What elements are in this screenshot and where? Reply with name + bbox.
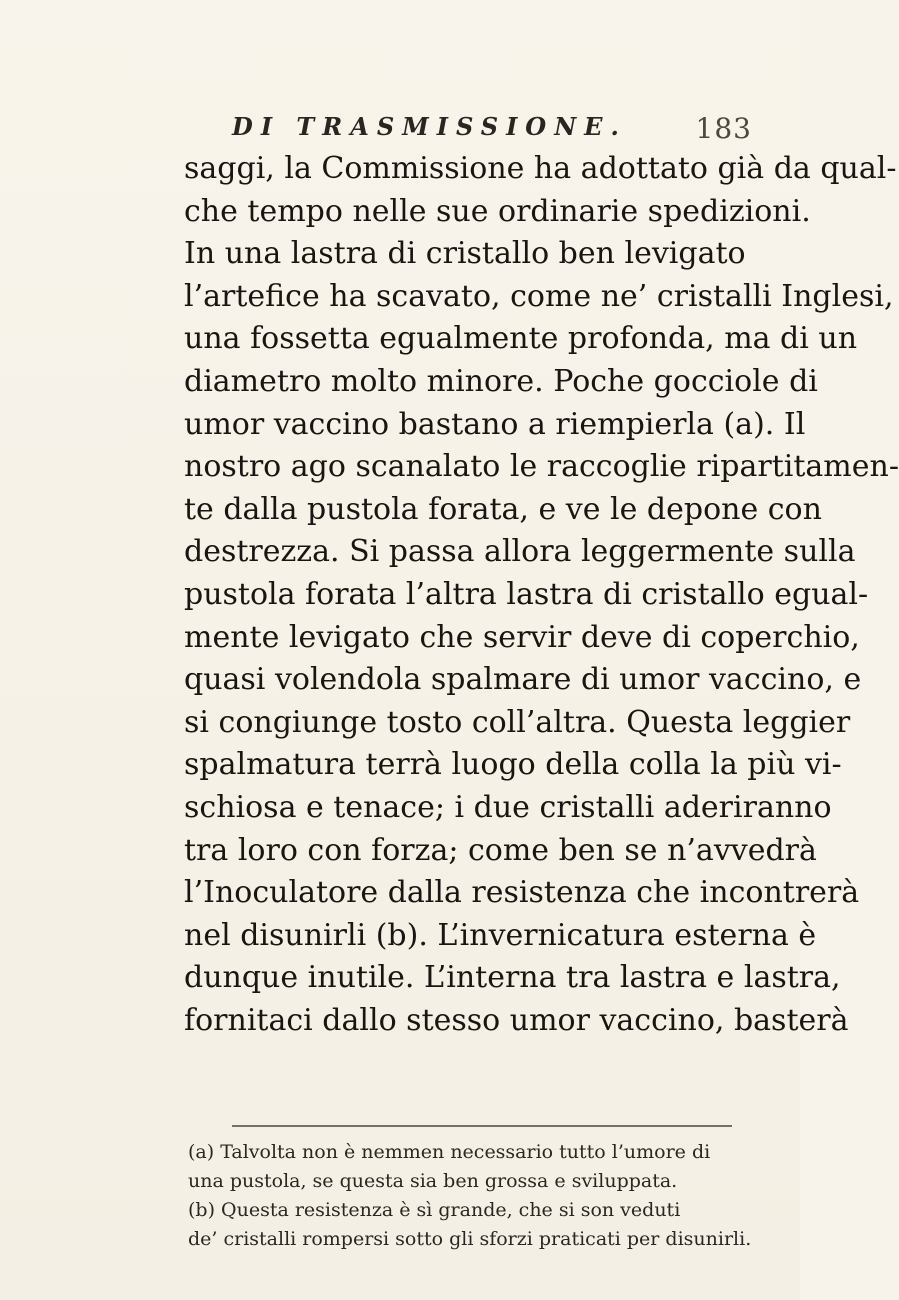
body-line: una fossetta egualmente profonda, ma di un [184, 321, 858, 357]
footnote-line: (a) Talvolta non è nemmen necessario tutto l’umore di [188, 1141, 711, 1163]
body-line: l’artefice ha scavato, come ne’ cristalli Inglesi, [184, 278, 894, 314]
body-line: spalmatura terrà luogo della colla la più vi- [184, 747, 842, 783]
running-head: DI TRASMISSIONE. [232, 112, 627, 141]
body-line: che tempo nelle sue ordinarie spedizioni. [184, 193, 811, 229]
body-line: destrezza. Si passa allora leggermente sulla [184, 534, 856, 570]
body-line: dunque inutile. L’interna tra lastra e lastra, [184, 960, 841, 996]
footnote-line: de’ cristalli rompersi sotto gli sforzi praticati per disunirli. [188, 1228, 752, 1250]
body-line: l’Inoculatore dalla resistenza che incontrerà [184, 875, 860, 911]
footnotes-block [188, 1138, 754, 1254]
footnote-line: una pustola, se questa sia ben grossa e sviluppata. [188, 1170, 678, 1192]
page-number: 183 [695, 112, 752, 145]
body-line: mente levigato che servir deve di coperchio, [184, 619, 860, 655]
footnote-line: (b) Questa resistenza è sì grande, che si son veduti [188, 1199, 681, 1221]
body-line: In una lastra di cristallo ben levigato [184, 236, 746, 272]
body-line: tra loro con forza; come ben se n’avvedrà [184, 832, 817, 868]
body-line: pustola forata l’altra lastra di cristallo egual- [184, 576, 869, 612]
body-line: schiosa e tenace; i due cristalli aderiranno [184, 789, 832, 825]
body-line: fornitaci dallo stesso umor vaccino, basterà [184, 1002, 849, 1038]
footnote-divider [232, 1125, 732, 1127]
body-line: nostro ago scanalato le raccoglie ripartitamen- [184, 449, 899, 485]
body-line: te dalla pustola forata, e ve le depone con [184, 491, 822, 527]
main-text-block [184, 148, 899, 1042]
body-line: si congiunge tosto coll’altra. Questa leggier [184, 704, 851, 740]
body-line: umor vaccino bastano a riempierla (a). Il [184, 406, 806, 442]
body-line: quasi volendola spalmare di umor vaccino, e [184, 662, 862, 698]
body-line: saggi, la Commissione ha adottato già da qual- [184, 151, 897, 186]
page-header [232, 112, 752, 152]
body-line: diametro molto minore. Poche gocciole di [184, 363, 818, 399]
body-line: nel disunirli (b). L’invernicatura esterna è [184, 917, 817, 953]
